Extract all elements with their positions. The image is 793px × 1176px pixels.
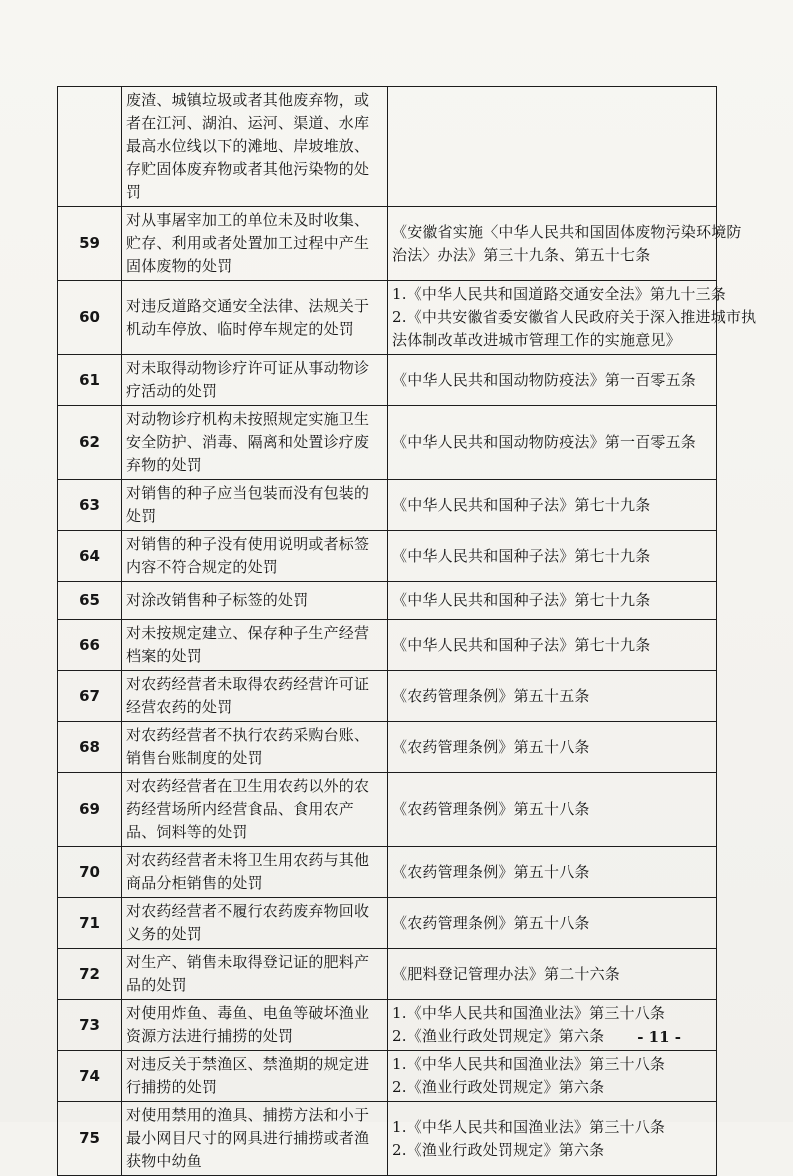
penalty-item: 对违反道路交通安全法律、法规关于机动车停放、临时停车规定的处罚 <box>122 281 388 355</box>
table-row <box>58 1102 717 1176</box>
penalty-item: 对未取得动物诊疗许可证从事动物诊疗活动的处罚 <box>122 355 388 406</box>
row-number: 72 <box>58 949 122 1000</box>
page-number: - 11 - <box>637 1028 681 1046</box>
legal-basis-line: 1.《中华人民共和国渔业法》第三十八条 <box>392 1004 666 1022</box>
penalty-item: 对农药经营者未取得农药经营许可证经营农药的处罚 <box>122 671 388 722</box>
penalty-item: 对销售的种子应当包装而没有包装的处罚 <box>122 480 388 531</box>
row-number: 75 <box>58 1102 122 1176</box>
penalty-item: 对农药经营者不执行农药采购台账、销售台账制度的处罚 <box>122 722 388 773</box>
penalty-item: 对使用禁用的渔具、捕捞方法和小于最小网目尺寸的网具进行捕捞或者渔获物中幼鱼 <box>122 1102 388 1176</box>
penalty-table <box>57 86 757 1176</box>
legal-basis <box>388 1102 717 1176</box>
table-body <box>58 87 757 1176</box>
legal-basis-line: 《中华人民共和国动物防疫法》第一百零五条 <box>392 370 697 389</box>
row-number: 74 <box>58 1051 122 1102</box>
legal-basis-line: 1.《中华人民共和国道路交通安全法》第九十三条 <box>392 285 726 303</box>
legal-basis <box>388 949 717 1000</box>
penalty-item: 废渣、城镇垃圾或者其他废弃物，或者在江河、湖泊、运河、渠道、水库最高水位线以下的滩地、岸坡堆放、存贮固体废弃物或者其他污染物的处罚 <box>122 87 388 207</box>
legal-basis-line: 2.《渔业行政处罚规定》第六条 <box>392 1078 605 1096</box>
row-number: 66 <box>58 620 122 671</box>
legal-basis <box>388 406 717 480</box>
legal-basis <box>388 531 717 582</box>
legal-basis-line: 《中华人民共和国种子法》第七十九条 <box>392 495 651 514</box>
legal-basis-line: 《农药管理条例》第五十八条 <box>392 913 590 932</box>
legal-basis <box>388 722 717 773</box>
legal-basis <box>388 847 717 898</box>
legal-basis <box>388 207 742 281</box>
table-row <box>58 773 717 847</box>
table-row <box>58 531 717 582</box>
penalty-item: 对生产、销售未取得登记证的肥料产品的处罚 <box>122 949 388 1000</box>
legal-basis <box>388 281 757 355</box>
legal-basis <box>388 1051 717 1102</box>
penalty-item: 对动物诊疗机构未按照规定实施卫生安全防护、消毒、隔离和处置诊疗废弃物的处罚 <box>122 406 388 480</box>
table-row <box>58 620 717 671</box>
table-row <box>58 949 717 1000</box>
table-row <box>58 281 717 355</box>
legal-basis-line: 治法〉办法》第三十九条、第五十七条 <box>392 245 651 264</box>
penalty-item: 对从事屠宰加工的单位未及时收集、贮存、利用或者处置加工过程中产生固体废物的处罚 <box>122 207 388 281</box>
table-row <box>58 722 717 773</box>
legal-basis <box>388 355 717 406</box>
table-row <box>58 480 717 531</box>
penalty-item: 对使用炸鱼、毒鱼、电鱼等破坏渔业资源方法进行捕捞的处罚 <box>122 1000 388 1051</box>
legal-basis-line: 1.《中华人民共和国渔业法》第三十八条 <box>392 1117 666 1136</box>
legal-basis-line: 1.《中华人民共和国渔业法》第三十八条 <box>392 1055 666 1073</box>
legal-basis-line: 2.《渔业行政处罚规定》第六条 <box>392 1027 605 1045</box>
table-row <box>58 87 717 207</box>
legal-basis <box>388 87 717 207</box>
legal-basis-line: 《农药管理条例》第五十八条 <box>392 800 590 818</box>
legal-basis-line: 《农药管理条例》第五十八条 <box>392 862 590 881</box>
row-number: 68 <box>58 722 122 773</box>
penalty-item: 对销售的种子没有使用说明或者标签内容不符合规定的处罚 <box>122 531 388 582</box>
row-number: 69 <box>58 773 122 847</box>
row-number <box>58 87 122 207</box>
row-number: 62 <box>58 406 122 480</box>
legal-basis-line: 2.《中共安徽省委安徽省人民政府关于深入推进城市执 <box>392 308 757 326</box>
legal-basis-line: 《安徽省实施〈中华人民共和国固体废物污染环境防 <box>392 222 742 241</box>
legal-basis-line: 法体制改革改进城市管理工作的实施意见》 <box>392 331 681 349</box>
legal-basis-line: 《中华人民共和国动物防疫法》第一百零五条 <box>392 433 697 451</box>
row-number: 67 <box>58 671 122 722</box>
row-number: 59 <box>58 207 122 281</box>
row-number: 70 <box>58 847 122 898</box>
table-row <box>58 207 717 281</box>
legal-basis <box>388 480 717 531</box>
table-row <box>58 671 717 722</box>
legal-basis-line: 《农药管理条例》第五十八条 <box>392 737 590 756</box>
table-row <box>58 1051 717 1102</box>
legal-basis-line: 《肥料登记管理办法》第二十六条 <box>392 964 621 983</box>
penalty-item: 对农药经营者未将卫生用农药与其他商品分柜销售的处罚 <box>122 847 388 898</box>
row-number: 65 <box>58 582 122 620</box>
penalty-item: 对未按规定建立、保存种子生产经营档案的处罚 <box>122 620 388 671</box>
legal-basis-line: 《农药管理条例》第五十五条 <box>392 686 590 705</box>
legal-basis <box>388 898 717 949</box>
penalty-item: 对农药经营者在卫生用农药以外的农药经营场所内经营食品、食用农产品、饲料等的处罚 <box>122 773 388 847</box>
penalty-item: 对涂改销售种子标签的处罚 <box>122 582 388 620</box>
legal-basis <box>388 620 717 671</box>
table-row <box>58 1000 717 1051</box>
penalty-item: 对农药经营者不履行农药废弃物回收义务的处罚 <box>122 898 388 949</box>
legal-basis <box>388 582 717 620</box>
legal-basis-line: 《中华人民共和国种子法》第七十九条 <box>392 635 651 654</box>
legal-basis-line: 2.《渔业行政处罚规定》第六条 <box>392 1140 605 1159</box>
table-row <box>58 847 717 898</box>
table-row <box>58 355 717 406</box>
row-number: 61 <box>58 355 122 406</box>
row-number: 71 <box>58 898 122 949</box>
legal-basis-line: 《中华人民共和国种子法》第七十九条 <box>392 546 651 565</box>
row-number: 60 <box>58 281 122 355</box>
legal-basis <box>388 773 717 847</box>
legal-basis-line: 《中华人民共和国种子法》第七十九条 <box>392 591 651 609</box>
legal-basis <box>388 671 717 722</box>
penalty-item: 对违反关于禁渔区、禁渔期的规定进行捕捞的处罚 <box>122 1051 388 1102</box>
table-row <box>58 898 717 949</box>
row-number: 63 <box>58 480 122 531</box>
table-row <box>58 406 717 480</box>
table-row <box>58 582 717 620</box>
row-number: 73 <box>58 1000 122 1051</box>
row-number: 64 <box>58 531 122 582</box>
